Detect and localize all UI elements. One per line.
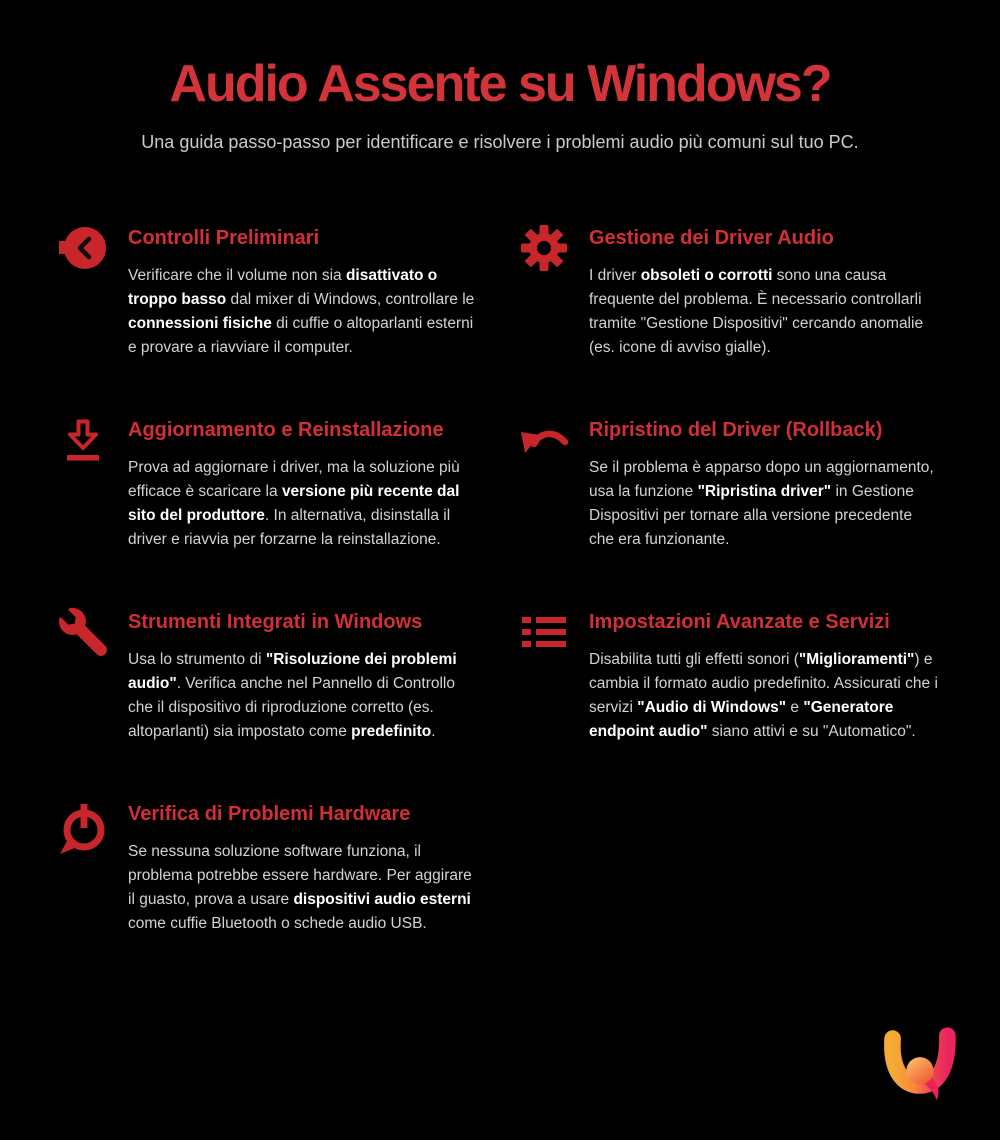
section-content	[589, 608, 941, 744]
section-icon	[59, 800, 107, 856]
section-controlli-preliminari	[59, 224, 480, 360]
section-content	[128, 608, 480, 744]
gear-icon	[520, 224, 568, 272]
section-icon	[520, 416, 568, 456]
section-icon	[59, 224, 107, 272]
section-icon	[59, 416, 107, 465]
header	[0, 0, 1000, 156]
section-body: Se nessuna soluzione software funziona, il problema potrebbe essere hardware. Per aggirare il guasto, prova a usare dispositivi audio esterni come cuffie Bluetooth o schede audio USB.	[128, 843, 472, 933]
section-body: Disabilita tutti gli effetti sonori ("Miglioramenti") e cambia il formato audio predefinito. Assicurati che i servizi "Audio di Windows" e "Generatore endpoint audio" siano attivi e su "Automatico".	[589, 651, 938, 741]
section-title: Verifica di Problemi Hardware	[128, 803, 411, 826]
section-impostazioni-avanzate-servizi	[520, 608, 941, 744]
power-icon	[59, 800, 107, 856]
list-icon	[522, 615, 566, 651]
section-content	[589, 416, 941, 552]
section-body: Verificare che il volume non sia disattivato o troppo basso dal mixer di Windows, controllare le connessioni fisiche di cuffie o altoparlanti esterni e provare a riavviare il computer.	[128, 267, 475, 357]
u-gradient-logo-icon	[877, 1024, 963, 1104]
section-content	[128, 224, 480, 360]
section-verifica-problemi-hardware	[59, 800, 480, 936]
section-content	[589, 224, 941, 360]
section-aggiornamento-reinstallazione	[59, 416, 480, 552]
section-content	[128, 800, 480, 936]
section-title: Impostazioni Avanzate e Servizi	[589, 611, 890, 634]
download-icon	[59, 417, 107, 465]
page-subtitle: Una guida passo-passo per identificare e risolvere i problemi audio più comuni sul tuo PC.	[141, 132, 859, 153]
section-strumenti-integrati-windows	[59, 608, 480, 744]
brand-logo	[877, 1024, 963, 1104]
section-body: I driver obsoleti o corrotti sono una causa frequente del problema. È necessario controllarli tramite "Gestione Dispositivi" cercando anomalie (es. icone di avviso gialle).	[589, 267, 924, 357]
section-title: Controlli Preliminari	[128, 227, 320, 250]
section-title: Strumenti Integrati in Windows	[128, 611, 423, 634]
sections-grid	[0, 224, 1000, 936]
wrench-icon	[59, 608, 107, 656]
page-title: Audio Assente su Windows?	[169, 55, 831, 113]
section-title: Ripristino del Driver (Rollback)	[589, 419, 883, 442]
section-icon	[520, 224, 568, 272]
section-ripristino-driver-rollback	[520, 416, 941, 552]
section-title: Gestione dei Driver Audio	[589, 227, 834, 250]
section-gestione-driver-audio	[520, 224, 941, 360]
section-body: Prova ad aggiornare i driver, ma la soluzione più efficace è scaricare la versione più recente dal sito del produttore. In alternativa, disinstalla il driver e riavvia per forzarne la reinstallazione.	[128, 459, 460, 549]
section-body: Se il problema è apparso dopo un aggiornamento, usa la funzione "Ripristina driver" in Gestione Dispositivi per tornare alla versione precedente che era funzionante.	[589, 459, 934, 549]
section-title: Aggiornamento e Reinstallazione	[128, 419, 444, 442]
section-icon	[520, 608, 568, 651]
section-icon	[59, 608, 107, 656]
section-content	[128, 416, 480, 552]
section-body: Usa lo strumento di "Risoluzione dei problemi audio". Verifica anche nel Pannello di Controllo che il dispositivo di riproduzione corretto (es. altoparlanti) sia impostato come predefinito.	[128, 651, 457, 741]
rollback-arrow-icon	[520, 426, 568, 456]
chevron-circle-icon	[59, 224, 107, 272]
